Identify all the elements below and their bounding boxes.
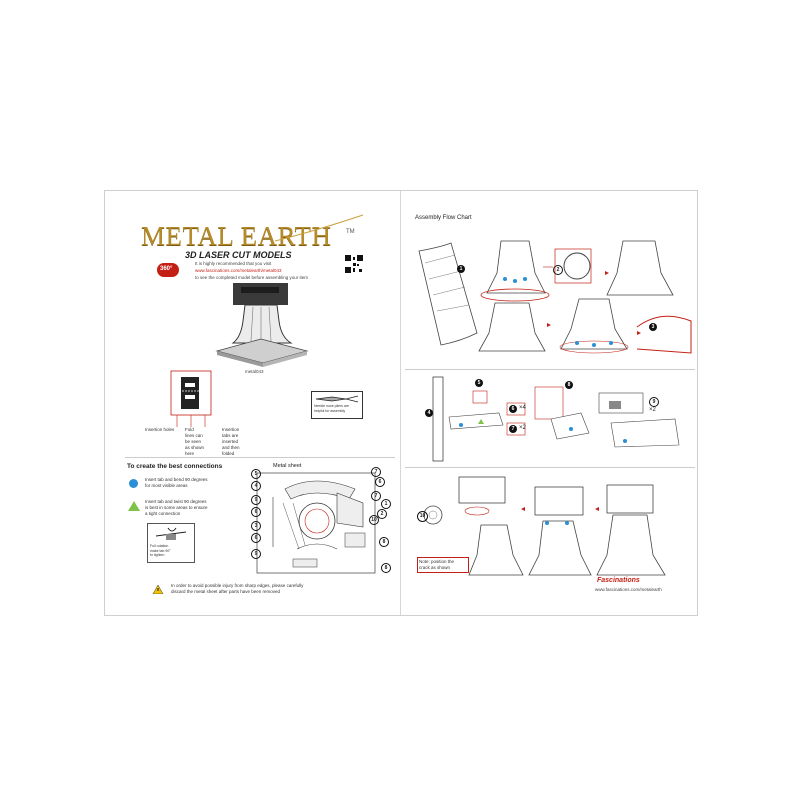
intro-line-2: to see the completed model before assembling your item xyxy=(195,275,309,280)
subtitle: 3D LASER CUT MODELS xyxy=(185,250,292,260)
twist-tab-diagram xyxy=(147,523,195,563)
step-2-badge: 2 xyxy=(553,265,563,275)
trademark: TM xyxy=(346,229,355,235)
section-divider xyxy=(125,457,395,458)
insertion-tabs-label: Insertion tabs are inserted and then folded xyxy=(222,427,240,456)
step-6-badge: 6 xyxy=(509,405,517,413)
tip-circle: Insert tab and bend 90 degrees for most visible areas xyxy=(145,477,208,488)
twist-tab-icon xyxy=(148,524,194,544)
step-9-badge: 9 xyxy=(649,397,659,407)
twist-caption: Full rotation make tab 90° to tighten xyxy=(150,544,171,557)
step-7-badge: 7 xyxy=(509,425,517,433)
insertion-diagram xyxy=(169,369,219,429)
pliers-note-box xyxy=(311,391,363,419)
model-preview-bell xyxy=(213,281,313,371)
badge-text: 360° xyxy=(160,266,173,272)
flow-row-2 xyxy=(411,373,695,463)
qr-code-icon xyxy=(345,255,363,273)
tip-triangle: Insert tab and twist 90 degrees is best in some areas to ensure a tight connection xyxy=(145,499,208,516)
fold-line xyxy=(400,191,401,615)
360-badge xyxy=(157,263,179,277)
fascinations-url[interactable]: www.fascinations.com/metalearth xyxy=(595,587,662,592)
green-triangle-icon xyxy=(128,501,140,511)
step-6-multiplier: ×4 xyxy=(519,405,526,411)
flow-title: Assembly Flow Chart xyxy=(415,215,472,221)
step-4-badge: 4 xyxy=(425,409,433,417)
step-7-multiplier: ×2 xyxy=(519,425,526,431)
warning-text: In order to avoid possible injury from sharp edges, please carefully discard the metal sheet after parts have been removed xyxy=(171,583,304,594)
intro-line-1: It is highly recommended that you visit xyxy=(195,261,272,266)
model-url[interactable]: www.fascinations.com/metalearth/metal043 xyxy=(195,268,282,273)
metal-sheet-title: Metal sheet xyxy=(273,463,302,469)
step-9-multiplier: ×2 xyxy=(649,407,656,413)
step-5-badge: 5 xyxy=(475,379,483,387)
step-3-badge: 3 xyxy=(649,323,657,331)
logo-swoosh xyxy=(275,213,365,243)
blue-dot-icon xyxy=(129,479,138,488)
fold-lines-label: Fold lines can be seen as shown here xyxy=(185,427,205,456)
fascinations-logo: Fascinations xyxy=(597,577,640,584)
flow-row-1 xyxy=(411,233,695,361)
flow-divider-2 xyxy=(405,467,695,468)
metal-earth-logo: METAL EARTH xyxy=(141,221,332,251)
insertion-holes-label: Insertion holes xyxy=(145,427,175,432)
step-10-badge: 10 xyxy=(417,511,428,522)
warning-icon xyxy=(153,585,163,594)
instruction-sheet: METAL EARTH TM 3D LASER CUT MODELS 360° It is highly recommended that you visit www.fascinations.com/metalearth/metal043 to see the completed model before assembling your item metal043 Insertion holes Fold lines can be seen as shown here Insertion tabs are inserted and then folded Needle nose pliers are helpful for assembly To create the best connections Metal sheet Insert tab and bend 90 degrees for most visible areas Insert tab and twist 90 degrees is best in some areas to ensure a tight connection Full rotation make tab 90° to tighten 5 4 9 6 3 6 9 7 6 7 1 2 10 8 8 In order to avoid possible injury from sharp edges, please carefully discard the metal sheet after parts have been removed Assembly Flow Chart 1 2 3 4 5 6 ×4 7 ×2 8 9 ×2 10 Note: position the crack as shown Fascinations www.fascinations.com/metalearth xyxy=(104,190,698,616)
pliers-note-text: Needle nose pliers are helpful for assembly xyxy=(314,404,350,413)
connections-title: To create the best connections xyxy=(127,463,223,470)
step-8-badge: 8 xyxy=(565,381,573,389)
model-caption: metal043 xyxy=(245,369,264,374)
note-box: Note: position the crack as shown xyxy=(417,557,469,573)
step-1-badge: 1 xyxy=(457,265,465,273)
flow-divider-1 xyxy=(405,369,695,370)
